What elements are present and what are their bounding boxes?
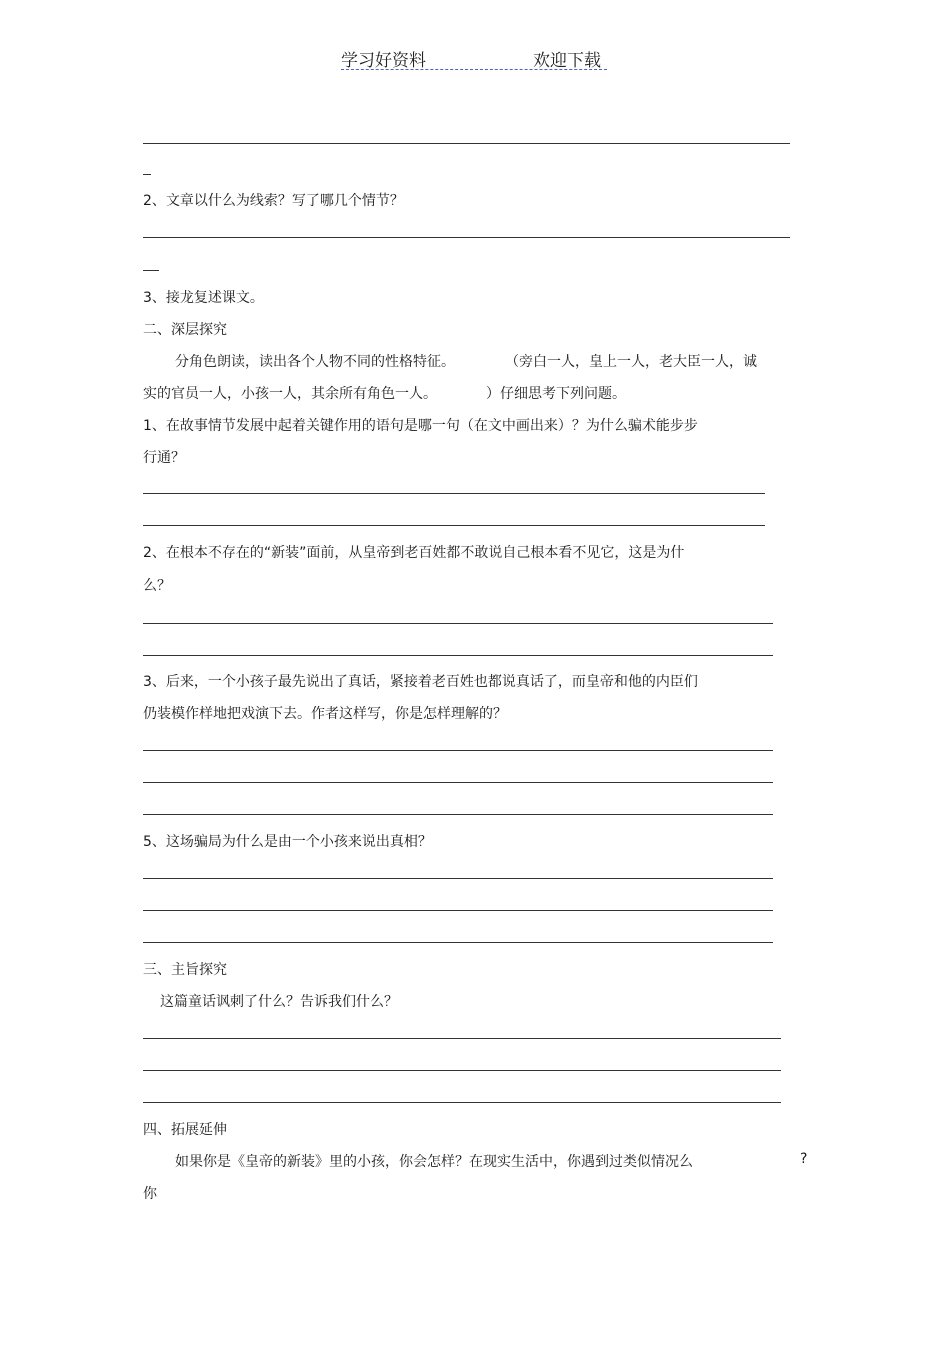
answer-line[interactable] [143, 623, 773, 624]
answer-line[interactable] [143, 1070, 781, 1071]
question-3: 3、接龙复述课文。 [143, 290, 264, 306]
answer-line[interactable] [143, 143, 790, 144]
answer-line[interactable] [143, 525, 765, 526]
answer-line[interactable] [143, 1038, 781, 1039]
answer-line[interactable] [143, 910, 773, 911]
answer-line[interactable] [143, 655, 773, 656]
answer-line[interactable] [143, 878, 773, 879]
section-2-intro-b: （旁白一人，皇上一人，老大臣一人，诚 [505, 354, 757, 370]
section-3-title: 三、主旨探究 [143, 962, 227, 978]
answer-line-tail [143, 270, 159, 271]
section-4-question-mark: ? [800, 1151, 808, 1167]
question-2: 2、文章以什么为线索？写了哪几个情节？ [143, 193, 404, 209]
answer-line-tail [143, 174, 151, 175]
answer-line[interactable] [143, 942, 773, 943]
deep-question-5: 5、这场骗局为什么是由一个小孩来说出真相？ [143, 834, 432, 850]
deep-question-1-line1: 1、在故事情节发展中起着关键作用的语句是哪一句（在文中画出来）？为什么骗术能步步 [143, 418, 698, 434]
answer-line[interactable] [143, 1102, 781, 1103]
section-4-title: 四、拓展延伸 [143, 1122, 227, 1138]
section-2-intro-d: ）仔细思考下列问题。 [486, 386, 626, 402]
section-2-intro-c: 实的官员一人，小孩一人，其余所有角色一人。 [143, 386, 437, 402]
deep-question-1-line2: 行通？ [143, 450, 185, 466]
answer-line[interactable] [143, 814, 773, 815]
header-underline [341, 69, 607, 70]
answer-line[interactable] [143, 782, 773, 783]
header-left: 学习好资料 [341, 51, 426, 71]
section-4-line1: 如果你是《皇帝的新装》里的小孩，你会怎样？在现实生活中，你遇到过类似情况么 [175, 1154, 693, 1170]
deep-question-3-line1: 3、后来，一个小孩子最先说出了真话，紧接着老百姓也都说真话了，而皇帝和他的内臣们 [143, 674, 698, 690]
deep-question-3-line2: 仍装模作样地把戏演下去。作者这样写，你是怎样理解的？ [143, 706, 507, 722]
deep-question-2-line2: 么？ [143, 578, 171, 594]
answer-line[interactable] [143, 493, 765, 494]
answer-line[interactable] [143, 237, 790, 238]
section-2-intro-a: 分角色朗读，读出各个人物不同的性格特征。 [175, 354, 455, 370]
section-4-line2: 你 [143, 1186, 157, 1202]
section-2-title: 二、深层探究 [143, 322, 227, 338]
header-right: 欢迎下载 [533, 51, 601, 71]
section-3-question: 这篇童话讽刺了什么？告诉我们什么？ [160, 994, 398, 1010]
deep-question-2-line1: 2、在根本不存在的“新装”面前，从皇帝到老百姓都不敢说自己根本看不见它，这是为什 [143, 545, 685, 561]
answer-line[interactable] [143, 750, 773, 751]
